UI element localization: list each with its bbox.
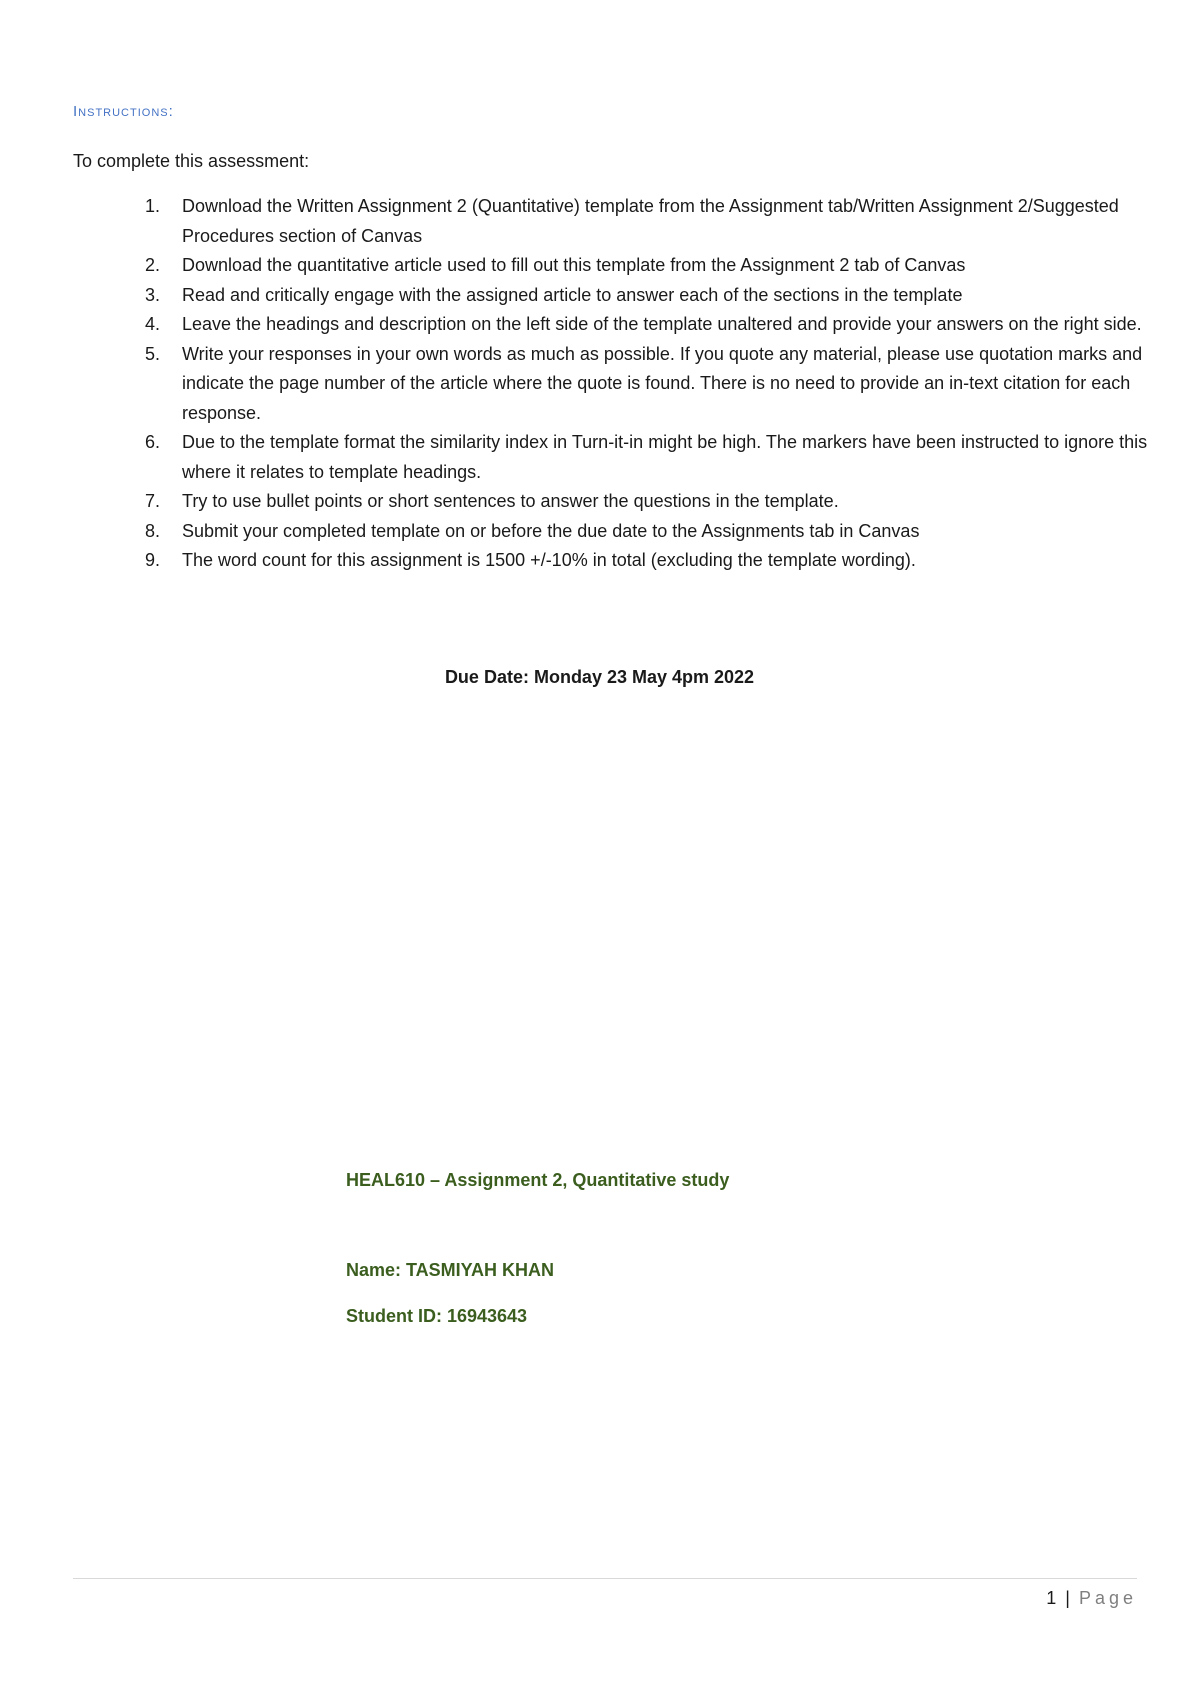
list-item-number: 5. [145, 343, 161, 364]
course-title: HEAL610 – Assignment 2, Quantitative study [346, 1170, 730, 1190]
list-item [73, 251, 1153, 281]
list-item [73, 428, 1153, 487]
list-item-number: 4. [145, 314, 161, 334]
list-item-text: Download the Written Assignment 2 (Quantitative) template from the Assignment tab/Written Assignment 2/Suggested Procedures section of Canvas [182, 196, 1119, 246]
list-item [73, 487, 1153, 517]
list-item-text: Write your responses in your own words as much as possible. If you quote any material, please use quotation marks and indicate the page number of the article where the quote is found. There is no need to provide an in-text citation for each response. [182, 343, 1143, 423]
page-number: 1 [1046, 1588, 1057, 1608]
list-item-number: 2. [145, 255, 161, 275]
page-label: Page [1078, 1588, 1137, 1608]
list-item [73, 517, 1153, 547]
student-id: Student ID: 16943643 [346, 1306, 528, 1326]
list-item [73, 546, 1153, 576]
list-item [73, 192, 1153, 251]
list-item-number: 8. [145, 520, 161, 541]
instructions-heading: Instructions: [73, 103, 174, 120]
list-item-text: Due to the template format the similarity index in Turn-it-in might be high. The markers have been instructed to ignore this where it relates to template headings. [182, 432, 1148, 482]
list-item-text: The word count for this assignment is 1500 +/-10% in total (excluding the template wording). [182, 550, 916, 570]
list-item-text: Try to use bullet points or short sentences to answer the questions in the template. [182, 491, 839, 511]
list-item [73, 310, 1153, 340]
list-item-text: Download the quantitative article used to fill out this template from the Assignment 2 tab of Canvas [182, 255, 966, 275]
list-item-number: 1. [145, 196, 161, 216]
list-item [73, 340, 1153, 429]
due-date-text: Due Date: Monday 23 May 4pm 2022 [444, 667, 755, 687]
footer-separator: | [1065, 1588, 1070, 1608]
list-item-number: 7. [145, 491, 161, 511]
instructions-list [73, 192, 1153, 576]
list-item-text: Leave the headings and description on the left side of the template unaltered and provide your answers on the right side. [182, 314, 1142, 334]
list-item-number: 3. [145, 284, 161, 305]
list-item-number: 6. [145, 432, 161, 452]
intro-text: To complete this assessment: [73, 151, 310, 171]
list-item-text: Read and critically engage with the assigned article to answer each of the sections in the template [182, 284, 963, 305]
page-footer [1046, 1588, 1137, 1609]
list-item [73, 281, 1153, 311]
footer-divider [73, 1578, 1137, 1579]
list-item-number: 9. [145, 550, 161, 570]
list-item-text: Submit your completed template on or before the due date to the Assignments tab in Canvas [182, 520, 920, 541]
student-name: Name: TASMIYAH KHAN [346, 1260, 555, 1280]
due-date [0, 667, 1200, 688]
